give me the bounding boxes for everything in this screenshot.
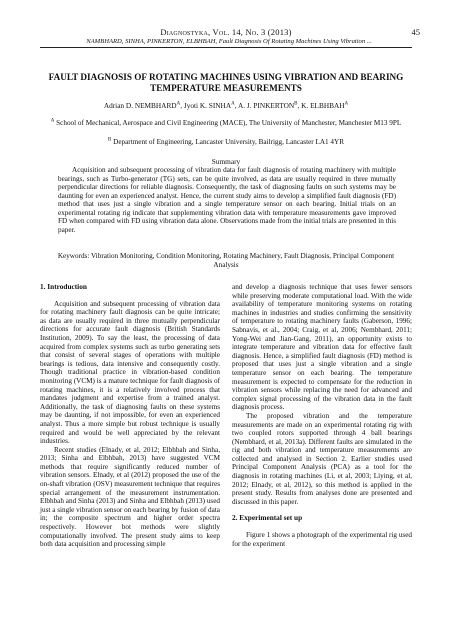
affiliation-mark: B (108, 137, 112, 143)
paragraph: and develop a diagnosis technique that uses fewer sensors while preserving moderate computational load. With the wide availability of temperature monitoring systems on rotating machines in industries and studies confirming the sensitivity of temperature to rotating machinery faults (Gaberson, 1996; Sabnavis, et al., 2004; Craig, et al, 2006; Nembhard, 2011; Yong-Wei and Jian-Gang, 2011), an opportunity exists to integrate temperature and vibration data for effective fault diagnosis. Hence, a simplified fault diagnosis (FD) method is proposed that uses just a single vibration and a single temperature sensor on each bearing. The temperature measurement is expected to compensate for the reduction in vibration sensors while replacing the need for advanced and complex signal processing of the vibration data in the fault diagnosis process. (232, 283, 412, 412)
author-list: Adrian D. $NEMBHARD^A$, Jyoti K. $SINHA^A$, A. J. $PINKERTON^B$, K. $ELBHBAH^A$ (103, 101, 349, 110)
author-affiliation-mark: A (176, 101, 181, 107)
author-affiliation-mark: A (344, 101, 349, 107)
paragraph: Figure 1 shows a photograph of the experimental rig used for the experiment (232, 531, 412, 548)
author-name: Jyoti K. SINHA (183, 101, 232, 110)
header-divider (40, 47, 412, 48)
affiliation-mark: A (50, 118, 55, 124)
affiliation-text: Department of Engineering, Lancaster University, Bailrigg, Lancaster LA1 4YR (113, 138, 344, 146)
journal-header: Diagnostyka, Vol. 14, No. 3 (2013) (160, 27, 292, 37)
affiliation-text: School of Mechanical, Aerospace and Civil Engineering (MACE), The University of Manchester, Manchester M13 9PL (56, 119, 402, 127)
right-column (232, 283, 412, 548)
summary-body: Acquisition and subsequent processing of vibration data for fault diagnosis of rotating machinery with multiple bearings, such as Turbo-generator (TG) sets, can be quite involved, as data are usually required in three mutually perpendicular directions for reliable diagnosis. Consequently, the task of diagnosing faults on such systems may be daunting for even an experienced analyst. Hence, the current study aims to develop a simplified fault diagnosis (FD) method that uses just a single vibration and a single temperature sensor on each bearing. Initial trials on an experimental rotating rig indicate that supplementing vibration data with temperature measurements gave improved FD when compared with FD using vibration data alone. Observations made from the initial trials are presented in this paper. (58, 166, 396, 234)
author-affiliation-mark: A (231, 101, 235, 107)
affiliation-a (40, 119, 412, 128)
keywords (50, 252, 402, 269)
author-affiliation-mark: B (294, 101, 298, 107)
section-heading-experimental: 2. Experimental set up (232, 513, 303, 523)
affiliation-b (40, 138, 412, 146)
paragraph: Recent studies (Elnady, et al, 2012; Elbhbah and Sinha, 2013; Sinha and Elbhbah, 2013) have suggested VCM methods that require significantly reduced number of vibration sensors. Elnady, et al (2012) proposed the use of the on-shaft vibration (OSV) measurement technique that requires special arrangement of the measurement instrumentation. Elbhbah and Sinha (2013) and Sinha and Elbhbah (2013) used just a single vibration sensor on each bearing by fusion of data in; the composite spectrum and higher order spectra respectively. However bot methods were slightly computationally involved. The present study aims to keep both data acquisition and processing simple (40, 445, 220, 549)
paragraph: Acquisition and subsequent processing of vibration data for rotating machinery fault diagnosis can be quite intricate; as data are usually required in three mutually perpendicular directions for accurate fault diagnosis (British Standards Institution, 2009). To say the least, the processing of data acquired from complex systems such as turbo generating sets that consist of several stages of operations with multiple bearings is tedious, data intensive and consequently costly. Though traditional practice in vibration-based condition monitoring (VCM) is a mature technique for fault diagnosis of rotating machines, it is a relatively involved process that mandates judgment and expertise from a trained analyst. Additionally, the task of diagnosing faults on these systems may be daunting, if not impossible, for even an experienced analyst. Thus a more simple but robust technique is usually required and would be well appreciated by the relevant industries. (40, 299, 220, 446)
author-name: K. ELBHBAH (301, 101, 345, 110)
author-name: Adrian D. NEMBHARD (103, 101, 177, 110)
author-name: A. J. PINKERTON (237, 101, 295, 110)
page-number: 45 (411, 27, 420, 37)
summary-heading: Summary (211, 157, 241, 166)
running-title: NAMBHARD, SINHA, PINKERTON, ELBHBAH, Fault Diagnosis Of Rotating Machines Using Vibration ... (86, 38, 372, 45)
keywords-text: Vibration Monitoring, Condition Monitoring, Rotating Machinery, Fault Diagnosis, Principal Component Analysis (91, 252, 395, 269)
left-column (40, 283, 220, 549)
paper-title: FAULT DIAGNOSIS OF ROTATING MACHINES USING VIBRATION AND BEARING TEMPERATURE MEASUREMENTS (48, 72, 404, 93)
keywords-label: Keywords: (57, 252, 90, 260)
section-heading-introduction: 1. Introduction (40, 282, 87, 291)
paragraph: The proposed vibration and the temperature measurements are made on an experimental rotating rig with two coupled rotors supported through 4 ball bearings (Nembhard, et al, 2013a). Different faults are simulated in the rig and both vibration and temperature measurements are collected and analysed in Section 2. Earlier studies used Principal Component Analysis (PCA) as a tool for the diagnosis in rotating machines (Li, et al, 2003; Liying, et al, 2012; Elnady, et al, 2012), so this method is applied in the present study. Results from analyses done are presented and discussed in this paper. (232, 411, 412, 506)
